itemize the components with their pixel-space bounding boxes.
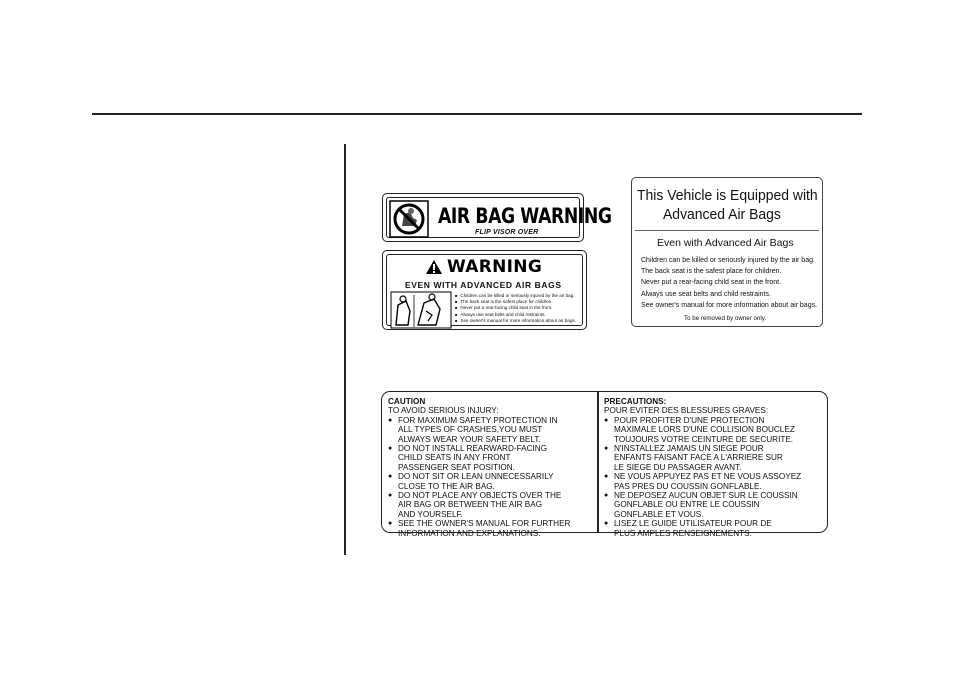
airbag-warning-title: AIR BAG WARNING [438, 204, 612, 228]
list-item [388, 444, 570, 472]
precautions-subheading: POUR EVITER DES BLESSURES GRAVES: [604, 406, 769, 416]
column-rule [344, 144, 346, 555]
list-item-line: ALWAYS WEAR YOUR SAFETY BELT. [398, 434, 541, 444]
warning-header [425, 257, 542, 277]
advanced-airbags-title-line2: Advanced Air Bags [663, 206, 781, 223]
list-item: Never put a rear-facing child seat in the front. [641, 279, 782, 287]
list-item-line: ● DO NOT INSTALL REARWARD-FACING [398, 444, 548, 454]
warning-triangle-icon [425, 259, 443, 275]
list-item-line: GONFLABLE OU ENTRE LE COUSSIN [614, 500, 760, 510]
list-item: ■ See owner's manual for more information about air bags. [455, 318, 576, 324]
list-item: Children can be killed or seriously injured by the air bag. [641, 257, 815, 264]
list-item [604, 472, 801, 491]
list-item-line: ● N'INSTALLEZ JAMAIS UN SIEGE POUR [614, 444, 764, 454]
advanced-airbags-divider [635, 230, 819, 231]
list-item-line: AIR BAG OR BETWEEN THE AIR BAG [398, 500, 543, 510]
list-item [604, 491, 801, 519]
list-item: ■ Always use seat belts and child restraints. [455, 312, 576, 318]
list-item-line: ● LISEZ LE GUIDE UTILISATEUR POUR DE [614, 519, 772, 529]
caution-items [388, 416, 570, 538]
list-item: See owner's manual for more information about air bags. [641, 301, 818, 309]
caution-divider [597, 392, 599, 532]
list-item-line: LE SIEGE DU PASSAGER AVANT. [614, 462, 742, 472]
list-item-line: PASSENGER SEAT POSITION. [398, 462, 515, 472]
list-item-line: ● NE DEPOSEZ AUCUN OBJET SUR LE COUSSIN [614, 491, 798, 501]
list-item-line: ● NE VOUS APPUYEZ PAS ET NE VOUS ASSOYEZ [614, 472, 802, 482]
list-item-line: ● FOR MAXIMUM SAFETY PROTECTION IN [398, 415, 558, 425]
list-item: The back seat is the safest place for children. [641, 268, 782, 276]
list-item [388, 416, 570, 444]
caution-label [381, 391, 828, 538]
list-item-line: AND YOURSELF. [398, 509, 463, 519]
list-item [604, 519, 801, 538]
list-item [388, 491, 570, 519]
caution-heading: CAUTION [388, 397, 426, 406]
list-item-line: ● DO NOT PLACE ANY OBJECTS OVER THE [398, 491, 562, 501]
advanced-airbags-footer: To be removed by owner only. [684, 315, 767, 322]
advanced-airbags-items [641, 255, 817, 311]
precautions-items [604, 416, 801, 538]
caution-subheading: TO AVOID SERIOUS INJURY: [388, 406, 499, 416]
warning-subtitle: EVEN WITH ADVANCED AIR BAGS [405, 280, 562, 290]
list-item: ■ Children can be killed or seriously injured by the air bag. [455, 293, 576, 299]
list-item [604, 416, 801, 444]
advanced-airbags-title-line1: This Vehicle is Equipped with [637, 187, 818, 204]
list-item-line: PAS PRES DU COUSSIN GONFLABLE. [614, 481, 762, 491]
list-item-line: ● POUR PROFITER D'UNE PROTECTION [614, 415, 765, 425]
list-item [388, 472, 570, 491]
list-item-line: CLOSE TO THE AIR BAG. [398, 481, 495, 491]
list-item-line: MAXIMALE LORS D'UNE COLLISION BOUCLEZ [614, 425, 795, 435]
list-item-line: GONFLABLE ET VOUS. [614, 509, 704, 519]
advanced-airbags-subtitle: Even with Advanced Air Bags [657, 237, 794, 249]
child-seat-airbag-icon [390, 291, 452, 329]
list-item: ■ Never put a rear-facing child seat in the front. [455, 305, 576, 311]
warning-title: WARNING [447, 257, 543, 277]
list-item-line: ALL TYPES OF CRASHES,YOU MUST [398, 425, 543, 435]
list-item: Always use seat belts and child restraints. [641, 290, 771, 298]
list-item-line: ● DO NOT SIT OR LEAN UNNECESSARILY [398, 472, 554, 482]
warning-label [382, 250, 587, 330]
list-item-line: ● SEE THE OWNER'S MANUAL FOR FURTHER [398, 519, 571, 529]
precautions-heading: PRECAUTIONS: [604, 397, 667, 406]
list-item-line: ENFANTS FAISANT FACE A L'ARRIERE SUR [614, 453, 783, 463]
header-rule [92, 113, 862, 115]
caution-english-column [388, 397, 570, 538]
warning-items [455, 293, 576, 324]
list-item: ■ The back seat is the safest place for children. [455, 299, 576, 305]
list-item-line: TOUJOURS VOTRE CEINTURE DE SECURITE. [614, 434, 794, 444]
caution-french-column [604, 397, 801, 538]
list-item-line: PLUS AMPLES RENSEIGNEMENTS. [614, 528, 752, 538]
airbag-warning-inner-border [386, 197, 612, 238]
advanced-airbags-label [631, 177, 823, 327]
warning-inner-border [386, 254, 583, 326]
list-item [604, 444, 801, 472]
airbag-warning-subtitle: FLIP VISOR OVER [475, 229, 539, 236]
list-item-line: INFORMATION AND EXPLANATIONS. [398, 528, 541, 538]
no-child-seat-icon [389, 200, 429, 238]
list-item [388, 519, 570, 538]
airbag-warning-label [382, 193, 612, 242]
list-item-line: CHILD SEATS IN ANY FRONT [398, 453, 511, 463]
